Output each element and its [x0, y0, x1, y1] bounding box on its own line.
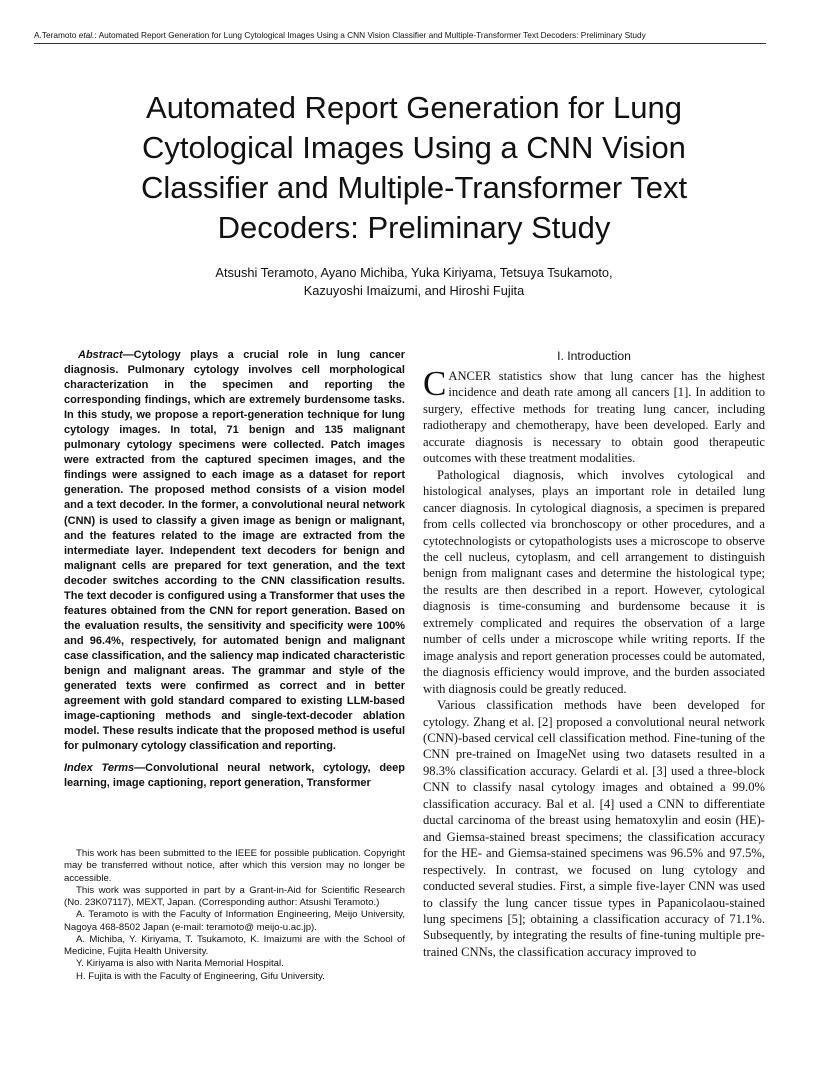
- title-line-2: Cytological Images Using a CNN Vision: [142, 130, 686, 165]
- section-heading-introduction: I. Introduction: [557, 349, 631, 363]
- drop-cap: C: [423, 364, 447, 403]
- footnote: H. Fujita is with the Faculty of Engineering, Gifu University.: [76, 970, 325, 982]
- title-line-1: Automated Report Generation for Lung: [146, 90, 682, 125]
- intro-paragraph-2: Pathological diagnosis, which involves cytological and histological analyses, plays an important role in detailed lung cancer diagnosis. In cytological diagnosis, a specimen is prepared from cells collected via bronchoscopy or other procedures, and a cytotechnologists or cytopathologists uses a microscope to observe the cell nucleus, cytoplasm, and cell arrangement to distinguish benign from malignant cases and determine the histological type; the results are then described in a report. However, cytological diagnosis is time-consuming and burdensome because it is extremely complicated and requires the observation of a large number of cells under a microscope while writing reports. If the image analysis and report generation processes could be automated, the diagnosis efficiency would improve, and the burden associated with diagnosis could be greatly reduced.: [423, 467, 765, 696]
- title-line-4: Decoders: Preliminary Study: [217, 210, 611, 245]
- footnote: Y. Kiriyama is also with Narita Memorial Hospital.: [76, 958, 284, 970]
- abstract: [64, 348, 405, 754]
- footnote: A. Teramoto is with the Faculty of Information Engineering, Meijo University, Nagoya 468-8502 Japan (e-mail: teramoto@ meijo-u.ac.jp).: [64, 909, 405, 933]
- running-head-title: : Automated Report Generation for Lung Cytological Images Using a CNN Vision Classifier and Multiple-Transformer Text Decoders: Preliminary Study: [94, 30, 646, 40]
- abstract-lead: Abstract—: [78, 349, 134, 361]
- authors-line-1: Atsushi Teramoto, Ayano Michiba, Yuka Kiriyama, Tetsuya Tsukamoto,: [215, 265, 613, 280]
- footnote: This work was supported in part by a Grant-in-Aid for Scientific Research (No. 23K07117), MEXT, Japan. (Corresponding author: Atsushi Teramoto.): [64, 884, 405, 908]
- running-head-author: A.Teramoto: [34, 30, 77, 40]
- running-head: [34, 30, 766, 44]
- paper-title: [80, 88, 748, 248]
- running-head-etal: etal.: [78, 30, 95, 40]
- intro-paragraph-1: [423, 364, 765, 467]
- footnote: This work has been submitted to the IEEE for possible publication. Copyright may be transferred without notice, after which this version may no longer be accessible.: [64, 848, 405, 884]
- right-column: [423, 348, 765, 960]
- title-line-3: Classifier and Multiple-Transformer Text: [140, 170, 688, 205]
- index-terms-text: Convolutional neural network, cytology, deep learning, image captioning, report generation, Transformer: [64, 762, 406, 790]
- authors-line-2: Kazuyoshi Imaizumi, and Hiroshi Fujita: [303, 283, 525, 298]
- left-column: [64, 348, 405, 791]
- footnote: A. Michiba, Y. Kiriyama, T. Tsukamoto, K. Imaizumi are with the School of Medicine, Fujita Health University.: [64, 933, 405, 957]
- intro-paragraph-3: Various classification methods have been developed for cytology. Zhang et al. [2] proposed a convolutional neural network (CNN)-based cervical cell classification method. Fine-tuning of the CNN pre-trained on ImageNet using two datasets resulted in a 98.3% classification accuracy. Gelardi et al. [3] used a three-block CNN to classify nasal cytology images and obtained a 99.0% classification accuracy. Bal et al. [4] used a CNN to differentiate ductal carcinoma of the breast using hematoxylin and eosin (HE)- and Giemsa-stained breast specimens; the classification accuracy for the HE- and Giemsa-stained specimens was 96.5% and 97.5%, respectively. In contrast, we focused on lung cytology and conducted several studies. First, a simple five-layer CNN was used to classify the lung cancer tissue types in Papanicolaou-stained lung specimens [5]; obtaining a classification accuracy of 71.1%. Subsequently, by integrating the results of fine-tuning multiple pre-trained CNNs, the classification accuracy improved to: [423, 698, 765, 959]
- index-terms: [64, 761, 405, 791]
- abstract-text: Cytology plays a crucial role in lung cancer diagnosis. Pulmonary cytology involves cell morphological characterization in the specimen and reporting the corresponding findings, which are extremely burdensome tasks. In this study, we propose a report-generation technique for lung cytology images. In total, 71 benign and 135 malignant pulmonary cytology specimens were collected. Patch images were extracted from the captured specimen images, and the findings were assigned to each image as a dataset for report generation. The proposed method consists of a vision model and a text decoder. In the former, a convolutional neural network (CNN) is used to classify a given image as benign or malignant, and the features related to the image are extracted from the intermediate layer. Independent text decoders for benign and malignant cells are prepared for text generation, and the text decoder switches according to the CNN classification results. The text decoder is configured using a Transformer that uses the features obtained from the CNN for report generation. Based on the evaluation results, the sensitivity and specificity were 100% and 96.4%, respectively, for automated benign and malignant case classification, and the saliency map indicated characteristic benign and malignant areas. The grammar and style of the generated texts were confirmed as correct and in better agreement with gold standard compared to existing LLM-based image-captioning methods and single-text-decoder ablation model. These results indicate that the proposed method is useful for pulmonary cytology classification and reporting.: [64, 349, 405, 753]
- index-terms-lead: Index Terms—: [64, 762, 146, 775]
- author-list: [100, 264, 728, 300]
- intro-paragraph-1-text: ANCER statistics show that lung cancer has the highest incidence and death rate among all cancers [1]. In addition to surgery, effective methods for treating lung cancer, including radiotherapy and chemotherapy, have been developed. Early and accurate diagnosis is necessary to obtain good therapeutic outcomes with these treatment modalities.: [423, 369, 765, 466]
- footnotes: [64, 848, 405, 983]
